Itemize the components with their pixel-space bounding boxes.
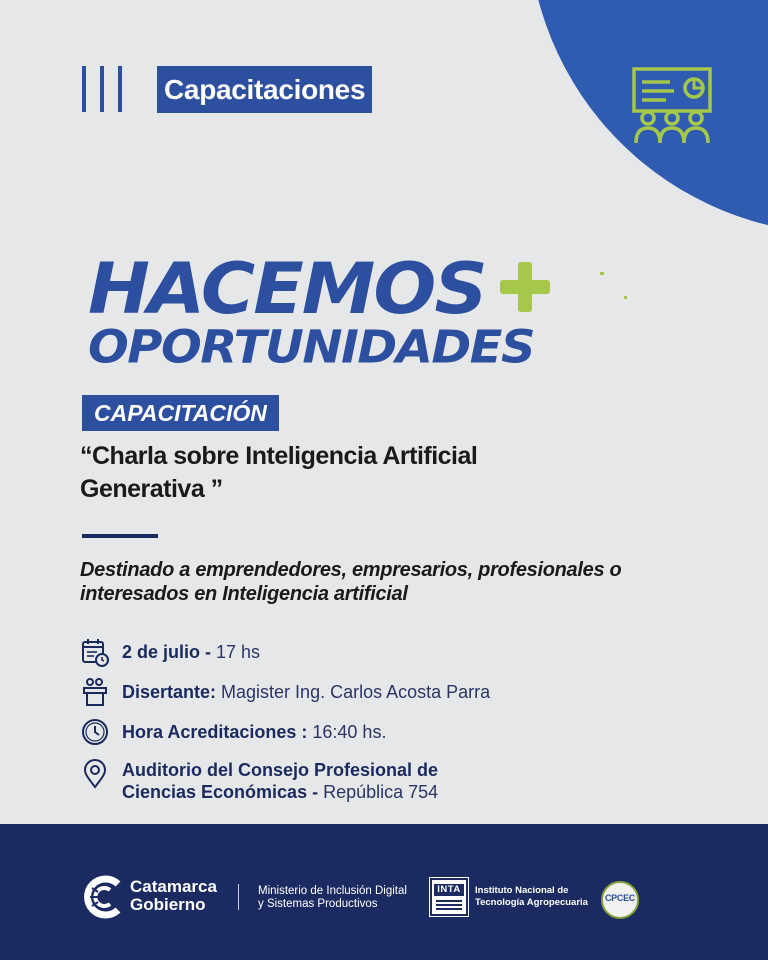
venue-line-1: Auditorio del Consejo Profesional de (122, 760, 439, 780)
inta-line-2: Tecnología Agropecuaria (475, 897, 588, 908)
accent-dot (624, 296, 627, 299)
brand-line-1: Catamarca (130, 877, 217, 896)
inta-logo (430, 878, 468, 916)
footer (0, 824, 768, 960)
footer-separator (238, 884, 239, 910)
location-pin-icon (80, 759, 110, 789)
ministry-name (258, 885, 407, 911)
venue-line-2: Ciencias Económicas - (122, 782, 319, 802)
cpcec-logo (601, 881, 639, 919)
divider (82, 534, 158, 538)
ministry-line-2: y Sistemas Productivos (258, 898, 378, 910)
cpcec-logo-text: CPCEC (604, 893, 635, 903)
event-type-tag: CAPACITACIÓN (82, 395, 279, 431)
bar (100, 66, 104, 112)
accreditation-label: Hora Acreditaciones : (122, 722, 308, 742)
bar (82, 66, 86, 112)
date-label: 2 de julio - (122, 642, 212, 662)
accent-dot (600, 272, 604, 275)
event-title: “Charla sobre Inteligencia Artificial Generativa ” (80, 442, 478, 503)
venue-address: República 754 (318, 782, 439, 802)
accreditation-value: 16:40 hs. (307, 722, 387, 742)
clock-icon (80, 717, 110, 747)
brand-line-2: Gobierno (130, 895, 206, 914)
calendar-icon (80, 637, 110, 667)
speaker-value: Magister Ing. Carlos Acosta Parra (216, 682, 491, 702)
audience-text: Destinado a emprendedores, empresarios, profesionales o interesados en Inteligencia artificial (80, 559, 622, 605)
headline (88, 248, 535, 374)
presentation-audience-icon (630, 66, 714, 146)
ministry-line-1: Ministerio de Inclusión Digital (258, 885, 407, 897)
speaker-podium-icon (80, 677, 110, 707)
speaker-label: Disertante: (122, 682, 217, 702)
inta-line-1: Instituto Nacional de (475, 885, 569, 896)
headline-line-2: OPORTUNIDADES (88, 320, 535, 374)
catamarca-logo-icon (80, 874, 126, 920)
inta-logo-text: INTA (434, 884, 464, 896)
date-time: 17 hs (211, 642, 261, 662)
category-tag: Capacitaciones (157, 66, 372, 113)
headline-line-1: HACEMOS (88, 248, 486, 331)
bar (118, 66, 122, 112)
plus-icon (500, 262, 550, 312)
inta-name (475, 885, 588, 909)
decorative-bars (82, 66, 122, 112)
catamarca-brand (130, 878, 217, 914)
